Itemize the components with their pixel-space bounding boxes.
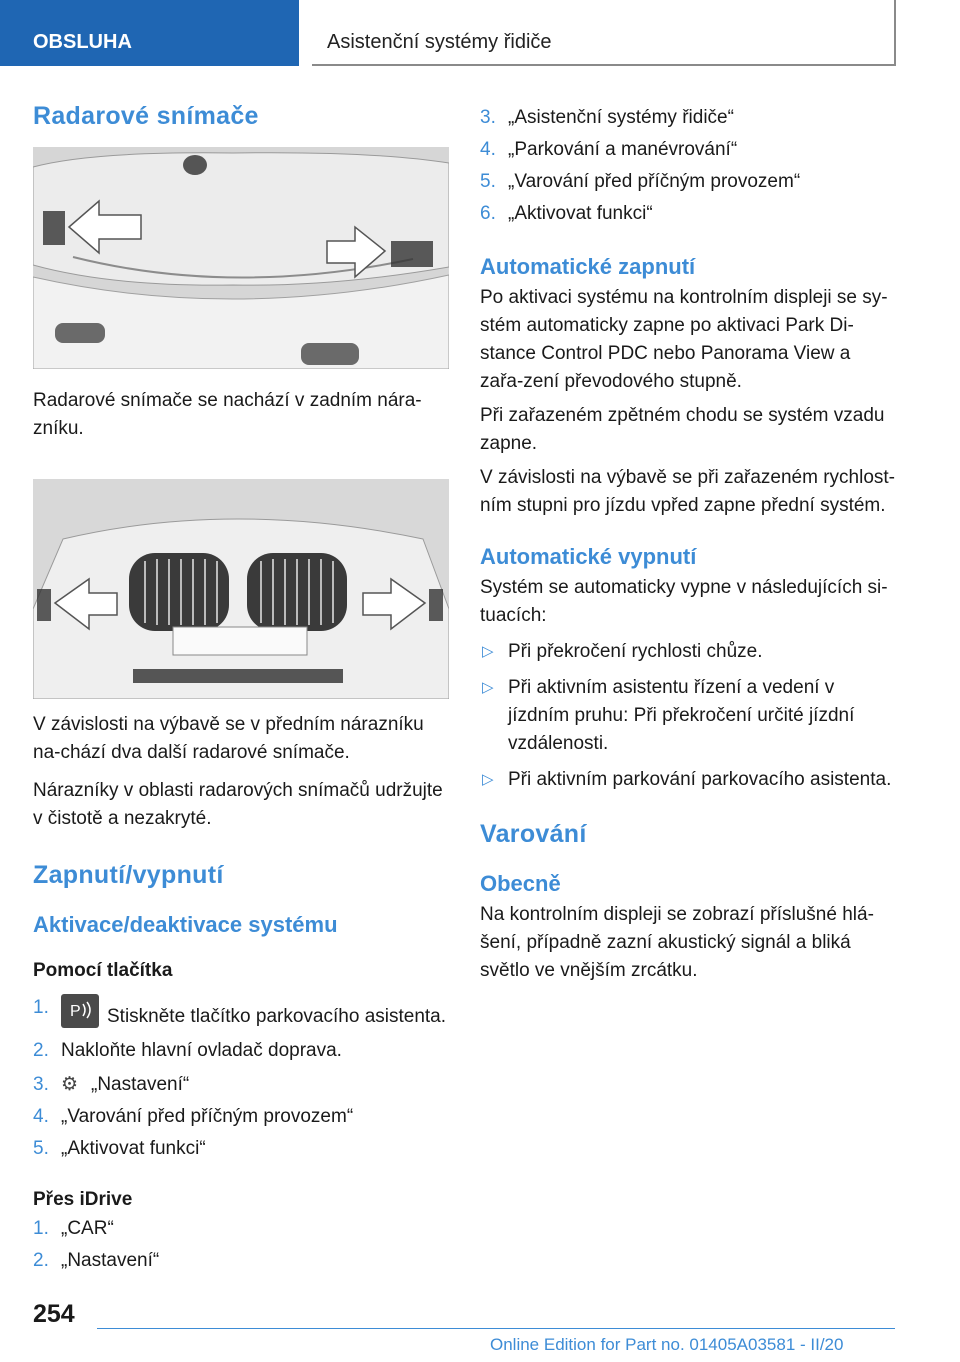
- step-text: Nakloňte hlavní ovladač doprava.: [61, 1040, 342, 1061]
- step-number: 1.: [33, 1218, 49, 1239]
- rear-caption: Radarové snímače se nachází v zadním nára-zníku.: [33, 390, 422, 439]
- step-number: 3.: [33, 1074, 49, 1095]
- bullet-text: Při aktivním parkování parkovacího asistenta.: [508, 769, 892, 790]
- bullet-text: Při aktivním asistentu řízení a vedení v jízdním pruhu: Při překročení určité jízdní vzdálenosti.: [508, 677, 855, 754]
- auto-off-heading: Automatické vypnutí: [480, 544, 697, 569]
- list-item: [480, 104, 898, 132]
- list-item: [480, 168, 898, 196]
- step-number: 3.: [480, 107, 496, 128]
- rear-bumper-illustration: [33, 147, 449, 369]
- button-steps-list: [33, 994, 449, 1163]
- idrive-heading: Přes iDrive: [33, 1189, 133, 1210]
- activate-heading: Aktivace/deaktivace systému: [33, 912, 338, 937]
- step-number: 5.: [480, 171, 496, 192]
- list-item: [33, 1135, 449, 1163]
- list-item: [33, 994, 449, 1031]
- radar-heading: Radarové snímače: [33, 102, 259, 130]
- svg-text:P: P: [70, 1003, 81, 1020]
- step-number: 2.: [33, 1040, 49, 1061]
- front-bumper-figure: [33, 479, 449, 699]
- step-number: 6.: [480, 203, 496, 224]
- step-text: „Nastavení“: [91, 1074, 190, 1095]
- button-heading: Pomocí tlačítka: [33, 960, 173, 981]
- triangle-bullet-icon: ▷: [482, 643, 494, 660]
- park-assist-button-icon: [61, 994, 99, 1028]
- right-column: [480, 104, 898, 985]
- edition-text: Online Edition for Part no. 01405A03581 - II/20: [490, 1335, 844, 1354]
- auto-on-p2: Při zařazeném zpětném chodu se systém vzadu zapne.: [480, 405, 885, 454]
- list-item: [33, 1103, 449, 1131]
- auto-off-intro: Systém se automaticky vypne v následujících si-tuacích:: [480, 577, 888, 626]
- step-number: 4.: [33, 1106, 49, 1127]
- step-text: „Aktivovat funkci“: [61, 1138, 206, 1159]
- step-number: 5.: [33, 1138, 49, 1159]
- left-column: [33, 96, 449, 1275]
- front-bumper-illustration: [33, 479, 449, 699]
- step-text: „Parkování a manévrování“: [508, 139, 738, 160]
- step-text: „Asistenční systémy řidiče“: [508, 107, 734, 128]
- step-text: „Varování před příčným provozem“: [61, 1106, 354, 1127]
- page-number: 254: [33, 1300, 75, 1328]
- step-text: Stiskněte tlačítko parkovacího asistenta.: [107, 1006, 447, 1027]
- chapter-title: Asistenční systémy řidiče: [312, 0, 896, 66]
- auto-off-list: [480, 638, 898, 794]
- idrive-steps-cont-list: [480, 104, 898, 228]
- footer-divider: [97, 1328, 895, 1329]
- list-item: [33, 1215, 449, 1243]
- bullet-text: Při překročení rychlosti chůze.: [508, 641, 763, 662]
- list-item: [480, 638, 898, 666]
- list-item: [480, 766, 898, 794]
- triangle-bullet-icon: ▷: [482, 771, 494, 788]
- general-text: Na kontrolním displeji se zobrazí příslušné hlá-šení, případně zazní akustický signál a bliká světlo ve vnějším zrcátku.: [480, 904, 874, 981]
- step-text: „Nastavení“: [61, 1250, 160, 1271]
- list-item: [480, 136, 898, 164]
- step-text: „CAR“: [61, 1218, 114, 1239]
- step-number: 2.: [33, 1250, 49, 1271]
- section-tab: OBSLUHA: [0, 0, 299, 66]
- gear-icon: ⚙: [61, 1074, 79, 1095]
- list-item: [33, 1247, 449, 1275]
- idrive-steps-list: [33, 1215, 449, 1275]
- list-item: [33, 1037, 449, 1065]
- list-item: [33, 1071, 449, 1099]
- onoff-heading: Zapnutí/vypnutí: [33, 861, 224, 889]
- auto-on-p1: Po aktivaci systému na kontrolním displeji se sy-stém automaticky zapne po aktivaci Park Di-stance Control PDC nebo Panorama View a zařa-zení převodového stupně.: [480, 287, 888, 392]
- front-caption: V závislosti na výbavě se v předním nárazníku na-chází dva další radarové snímače.: [33, 714, 424, 763]
- step-text: „Aktivovat funkci“: [508, 203, 653, 224]
- list-item: [480, 674, 898, 758]
- list-item: [480, 200, 898, 228]
- triangle-bullet-icon: ▷: [482, 679, 494, 696]
- clean-note: Nárazníky v oblasti radarových snímačů udržujte v čistotě a nezakryté.: [33, 780, 443, 829]
- warning-heading: Varování: [480, 820, 587, 848]
- step-number: 1.: [33, 997, 49, 1018]
- general-heading: Obecně: [480, 871, 561, 896]
- step-text: „Varování před příčným provozem“: [508, 171, 801, 192]
- auto-on-p3: V závislosti na výbavě se při zařazeném rychlost-ním stupni pro jízdu vpřed zapne přední systém.: [480, 467, 895, 516]
- step-number: 4.: [480, 139, 496, 160]
- rear-bumper-figure: [33, 147, 449, 369]
- auto-on-heading: Automatické zapnutí: [480, 254, 696, 279]
